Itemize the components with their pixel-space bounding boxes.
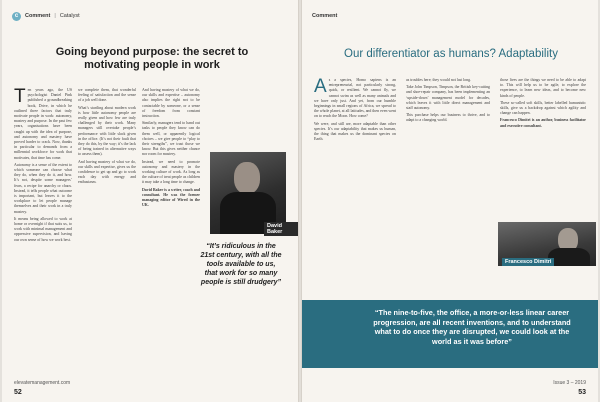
- footer-issue: Issue 3 – 2019: [553, 380, 586, 386]
- pull-quote: “The nine-to-five, the office, a more-or-less linear career progression, are all recent inventions, and to understand what to do once they are disrupted, we could look at the world as it was before”: [373, 308, 571, 346]
- right-page-header: [312, 10, 588, 22]
- header-divider: |: [54, 13, 56, 19]
- right-column-3: [500, 78, 586, 131]
- left-page: [2, 0, 298, 402]
- paragraph: Instead, we need to promote autonomy and mastery in the working culture of work. As long as the culture of treat people as children it may take a long time to change.: [142, 159, 200, 185]
- left-column-2: [78, 88, 136, 188]
- paragraph: Similarly, managers tend to hand out tasks to people they know can do them well, or apparently logical choices – we give people to “play to their strengths”, we trust those we know. But this gives neither chance nor room for mastery.: [142, 121, 200, 157]
- catalyst-logo-icon: c: [12, 12, 21, 21]
- footer-url: elevatemanagement.com: [14, 380, 71, 386]
- header-column: Catalyst: [59, 13, 80, 19]
- paragraph: those lives are the things we need to be able to adapt to. This will help us to be agile, to explore the experience, to learn new ideas, and to become new kinds of people.: [500, 78, 586, 98]
- pull-quote-box: [302, 300, 598, 368]
- paragraph: en years ago, the US psychologist Daniel Pink published a groundbreaking book, Drive, in which he outlined three factors that truly motivate people in work: autonomy, mastery and purpose. In the past few years, organisations have been caught up with the idea of purpose, and autonomy and mastery have proved harder to crack. Now, thanks in particular to demands from a millennial workforce for work that motivates, that time has come.: [14, 88, 72, 160]
- right-column-1: [314, 78, 396, 144]
- header-section: Comment: [312, 13, 338, 19]
- paragraph: We were, and still are, more adaptable than other species. It’s our adaptability that makes us human, the thing that makes us the dominant species on Earth.: [314, 121, 396, 142]
- paragraph: This purchase helps our business to thrive, and to adapt to a changing world.: [406, 113, 490, 123]
- author-name-tag: David Baker: [264, 222, 298, 236]
- article-title: Going beyond purpose: the secret to motivating people in work: [55, 46, 249, 71]
- portrait-face: [234, 162, 260, 194]
- paragraph: Autonomy is a sense of the extent to which someone can choose what they do, when they do it, and how. It’s not, despite some managers’ fears, a recipe for anarchy or chaos. Instead, it tells people what outcome is important, but leaves it to the workplace to let people manage themselves and their work in a truly mastery.: [14, 162, 72, 214]
- right-column-2: [406, 78, 490, 126]
- paragraph: s a species, Homo sapiens is an entrepreneurial, not particularly strong, quick, or resilient. We cannot fly, we cannot swim as well as many animals and we have only just. And yet, from our humble beginnings in small regions of Africa, we spread to the whole planet, at all latitudes, and then even went on to reach the Moon. How come?: [314, 78, 396, 119]
- drop-cap: T: [14, 86, 26, 107]
- left-column-1: [14, 88, 72, 245]
- drop-cap: A: [314, 76, 327, 97]
- article-title: Our differentiator as humans? Adaptability: [344, 48, 558, 60]
- paragraph: And having mastery of what we do, our skills and expertise – autonomy also implies the right not to be contactable by someone, or a sense of freedom from constant instruction.: [142, 88, 200, 119]
- left-page-header: [12, 10, 288, 22]
- right-page: [302, 0, 598, 402]
- page-number: 53: [578, 389, 586, 396]
- author-bio: David Baker is a writer, coach and consultant. He was the former managing editor of Wired in the UK.: [142, 187, 200, 208]
- paragraph: It means being allowed to work at home or overnight if that suits us, to work with minimal management and oppressive supervision, and having our own sense of how we work best.: [14, 216, 72, 242]
- author-bio: Francesco Dimitri is an author, business facilitator and executive consultant.: [500, 118, 586, 128]
- author-name-tag: Francesco Dimitri: [502, 258, 554, 266]
- paragraph: What’s startling about modern work is how little autonomy people are really given and how few are truly challenged by their work. Many managers still overtake people’s performance with little slack given in the office. (It’s not their fault that they do this, by the way; it’s the lack of being trained in alternative ways to assess them).: [78, 105, 136, 157]
- paragraph: as troubles here; they would not last long.: [406, 78, 472, 82]
- left-column-3: [142, 88, 200, 210]
- header-section: Comment: [25, 13, 51, 19]
- paragraph: These so-called soft skills, better labelled humanistic skills, give us a backdrop against which agility and change can happen.: [500, 100, 586, 116]
- paragraph: we complete them, that wonderful feeling of satisfaction and the sense of a job well done.: [78, 88, 136, 103]
- page-number: 52: [14, 389, 22, 396]
- paragraph: And having mastery of what we do, our skills and expertise, gives us the confidence to get up and go to work each day with energy and enthusiasm.: [78, 159, 136, 185]
- paragraph: Take John Timpson, Timpson, the British key-cutting and shoe-repair company, has been implementing an ‘upside-down’ management model for decades, which leaves it with little direct management and staff autonomy.: [406, 85, 490, 111]
- pull-quote: “It’s ridiculous in the 21st century, with all the tools available to us, that work for so many people is still drudgery”: [200, 243, 282, 286]
